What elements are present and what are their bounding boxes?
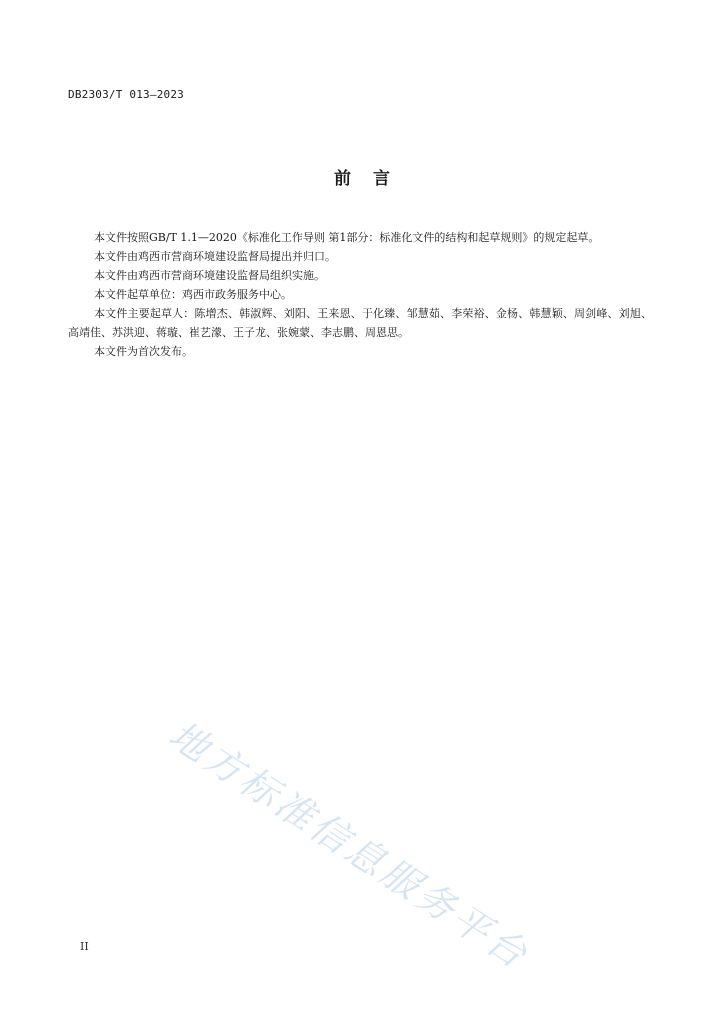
- foreword-body: [68, 228, 652, 361]
- watermark: 地方标准信息服务平台: [161, 712, 538, 979]
- page-number: II: [80, 940, 89, 953]
- paragraph-proposer: 本文件由鸡西市营商环境建设监督局提出并归口。: [94, 250, 336, 263]
- paragraph-implementer: 本文件由鸡西市营商环境建设监督局组织实施。: [94, 269, 325, 282]
- paragraph-drafting-rules: 本文件按照GB/T 1.1—2020《标准化工作导则 第1部分：标准化文件的结构和起草规则》的规定起草。: [94, 231, 600, 244]
- document-code: DB2303/T 013—2023: [68, 88, 184, 101]
- page-title: 前言: [334, 169, 412, 189]
- paragraph-first-release: 本文件为首次发布。: [94, 345, 193, 358]
- paragraph-drafting-unit: 本文件起草单位：鸡西市政务服务中心。: [94, 288, 292, 301]
- paragraph-drafters: 本文件主要起草人：陈增杰、韩淑辉、刘阳、王来恩、于化臻、邹慧茹、李荣裕、金杨、韩慧颖、周剑峰、刘旭、高靖佳、苏洪迎、蒋璇、崔艺濛、王子龙、张婉蒙、李志鹏、周恩思。: [68, 307, 652, 339]
